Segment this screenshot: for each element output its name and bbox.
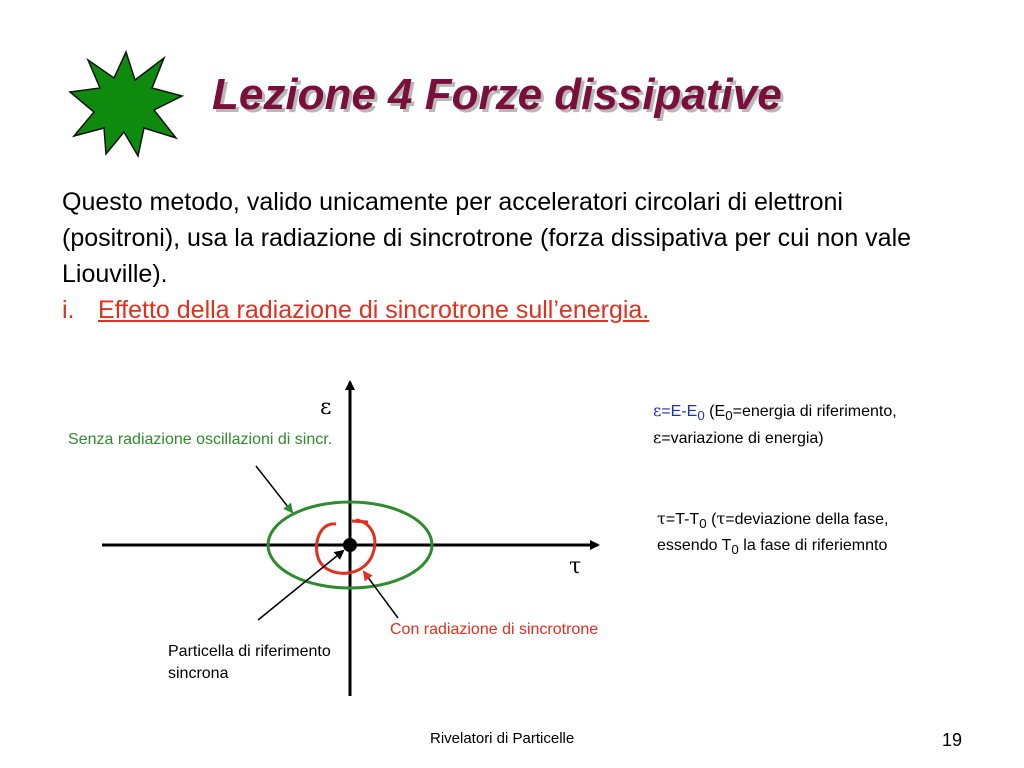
tau-symbol-2: τ (716, 509, 726, 528)
tau-line2-sub: 0 (731, 542, 739, 558)
list-item-number: i. (62, 296, 75, 324)
tau-rest: =deviazione della fase, (725, 511, 889, 528)
reference-label-line1: Particella di riferimento (168, 643, 331, 660)
reference-particle-dot (343, 538, 357, 552)
tau-definition-line1 (657, 508, 889, 535)
epsilon-sub0: 0 (697, 408, 705, 424)
epsilon-symbol-2: ε (653, 428, 662, 448)
epsilon-line2-rest: =variazione di energia) (661, 430, 824, 448)
list-item-link[interactable]: Effetto della radiazione di sincrotrone sull’energia. (98, 296, 650, 324)
body-paragraph: Questo metodo, valido unicamente per acceleratori circolari di elettroni (positroni), usa la radiazione di sincrotrone (forza dissipativa per cui non vale Liouville). (62, 188, 912, 288)
radiation-label: Con radiazione di sincrotrone (390, 621, 599, 638)
tau-open: ( (706, 511, 717, 528)
tau-line2-b: la fase di riferiemnto (738, 537, 888, 555)
epsilon-rest: =energia di riferimento, (732, 403, 897, 420)
no-radiation-label: Senza radiazione oscillazioni di sincr. (68, 431, 333, 448)
epsilon-axis-label: ε (320, 395, 332, 420)
epsilon-eq: =E-E (661, 403, 698, 420)
tau-axis-label: τ (569, 554, 582, 579)
tau-definition-line2 (657, 535, 889, 561)
radiation-arrow (364, 572, 398, 618)
footer-text: Rivelatori di Particelle (430, 730, 575, 747)
slide-title: Lezione 4 Forze dissipative (212, 70, 782, 119)
page-number: 19 (942, 730, 963, 750)
reference-label (168, 641, 331, 685)
tau-symbol: τ (657, 509, 666, 528)
reference-label-line2: sincrona (168, 665, 229, 682)
tau-line2-a: essendo T (657, 537, 732, 555)
epsilon-definition (653, 400, 897, 450)
epsilon-symbol: ε (653, 401, 662, 420)
tau-sub0: 0 (699, 516, 707, 532)
epsilon-open: (E (704, 403, 726, 420)
no-radiation-arrow (256, 466, 292, 512)
tau-eq: =T-T (665, 511, 700, 528)
epsilon-sub1: 0 (725, 408, 733, 424)
tau-definition (657, 508, 889, 561)
radiation-spiral-tail (352, 521, 368, 522)
epsilon-definition-line1 (653, 400, 897, 427)
epsilon-definition-line2 (653, 427, 897, 450)
